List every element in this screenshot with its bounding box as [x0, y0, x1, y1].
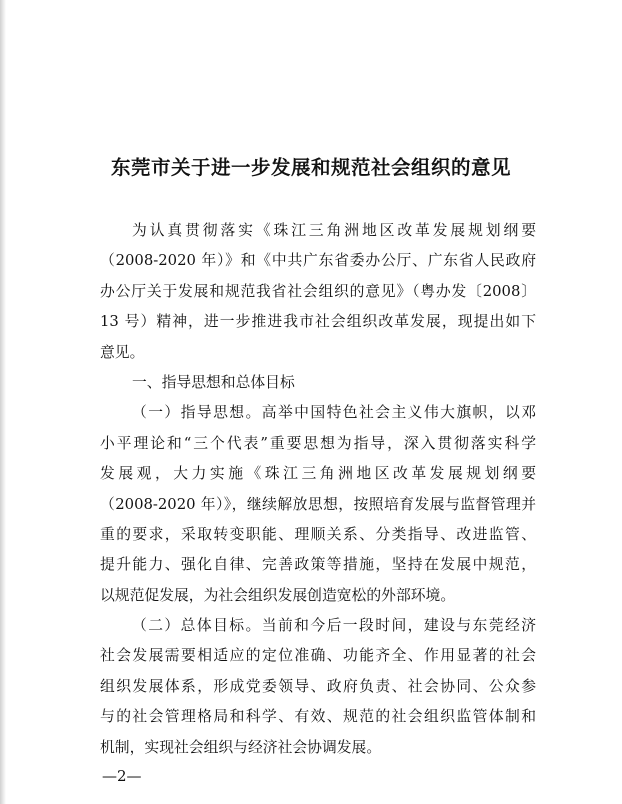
paragraph-line: 机制，实现社会组织与经济社会协调发展。 — [100, 738, 382, 756]
paragraph-line: 以规范促发展，为社会组织发展创造宽松的外部环境。 — [100, 586, 456, 604]
paragraph-line: 重的要求，采取转变职能、理顺关系、分类指导、改进监管、 — [100, 525, 536, 543]
document-title: 东莞市关于进一步发展和规范社会组织的意见 — [110, 156, 511, 179]
paragraph-line: 与的社会管理格局和科学、有效、规范的社会组织监管体制和 — [100, 708, 536, 726]
paragraph-line: （2008-2020 年）》，继续解放思想，按照培育发展与监督管理并 — [100, 495, 536, 513]
paragraph-line: 13 号）精神，进一步推进我市社会组织改革发展，现提出如下 — [100, 313, 536, 331]
document-body — [100, 216, 536, 763]
paragraph-line: 提升能力、强化自律、完善政策等措施，坚持在发展中规范， — [100, 556, 536, 574]
paragraph-line: 发展观，大力实施《珠江三角洲地区改革发展规划纲要 — [100, 465, 536, 483]
paragraph-line: 办公厅关于发展和规范我省社会组织的意见》（粤办发〔2008〕 — [100, 282, 536, 300]
paragraph-line: （二）总体目标。当前和今后一段时间，建设与东莞经济 — [132, 617, 536, 635]
paragraph-line: （2008-2020 年）》和《中共广东省委办公厅、广东省人民政府 — [100, 252, 536, 270]
paragraph-line: 组织发展体系，形成党委领导、政府负责、社会协同、公众参 — [100, 677, 536, 695]
paragraph-line: 社会发展需要相适应的定位准确、功能齐全、作用显著的社会 — [100, 647, 536, 665]
section-heading: 一、指导思想和总体目标 — [132, 373, 295, 391]
page-number: —2— — [102, 767, 142, 785]
scan-shadow-edge — [0, 0, 6, 804]
paragraph-line: 小平理论和“三个代表”重要思想为指导，深入贯彻落实科学 — [100, 434, 536, 452]
paragraph-line: 为认真贯彻落实《珠江三角洲地区改革发展规划纲要 — [132, 222, 536, 239]
paragraph-line: 意见。 — [100, 343, 145, 361]
paragraph-line: （一）指导思想。高举中国特色社会主义伟大旗帜，以邓 — [132, 404, 536, 422]
